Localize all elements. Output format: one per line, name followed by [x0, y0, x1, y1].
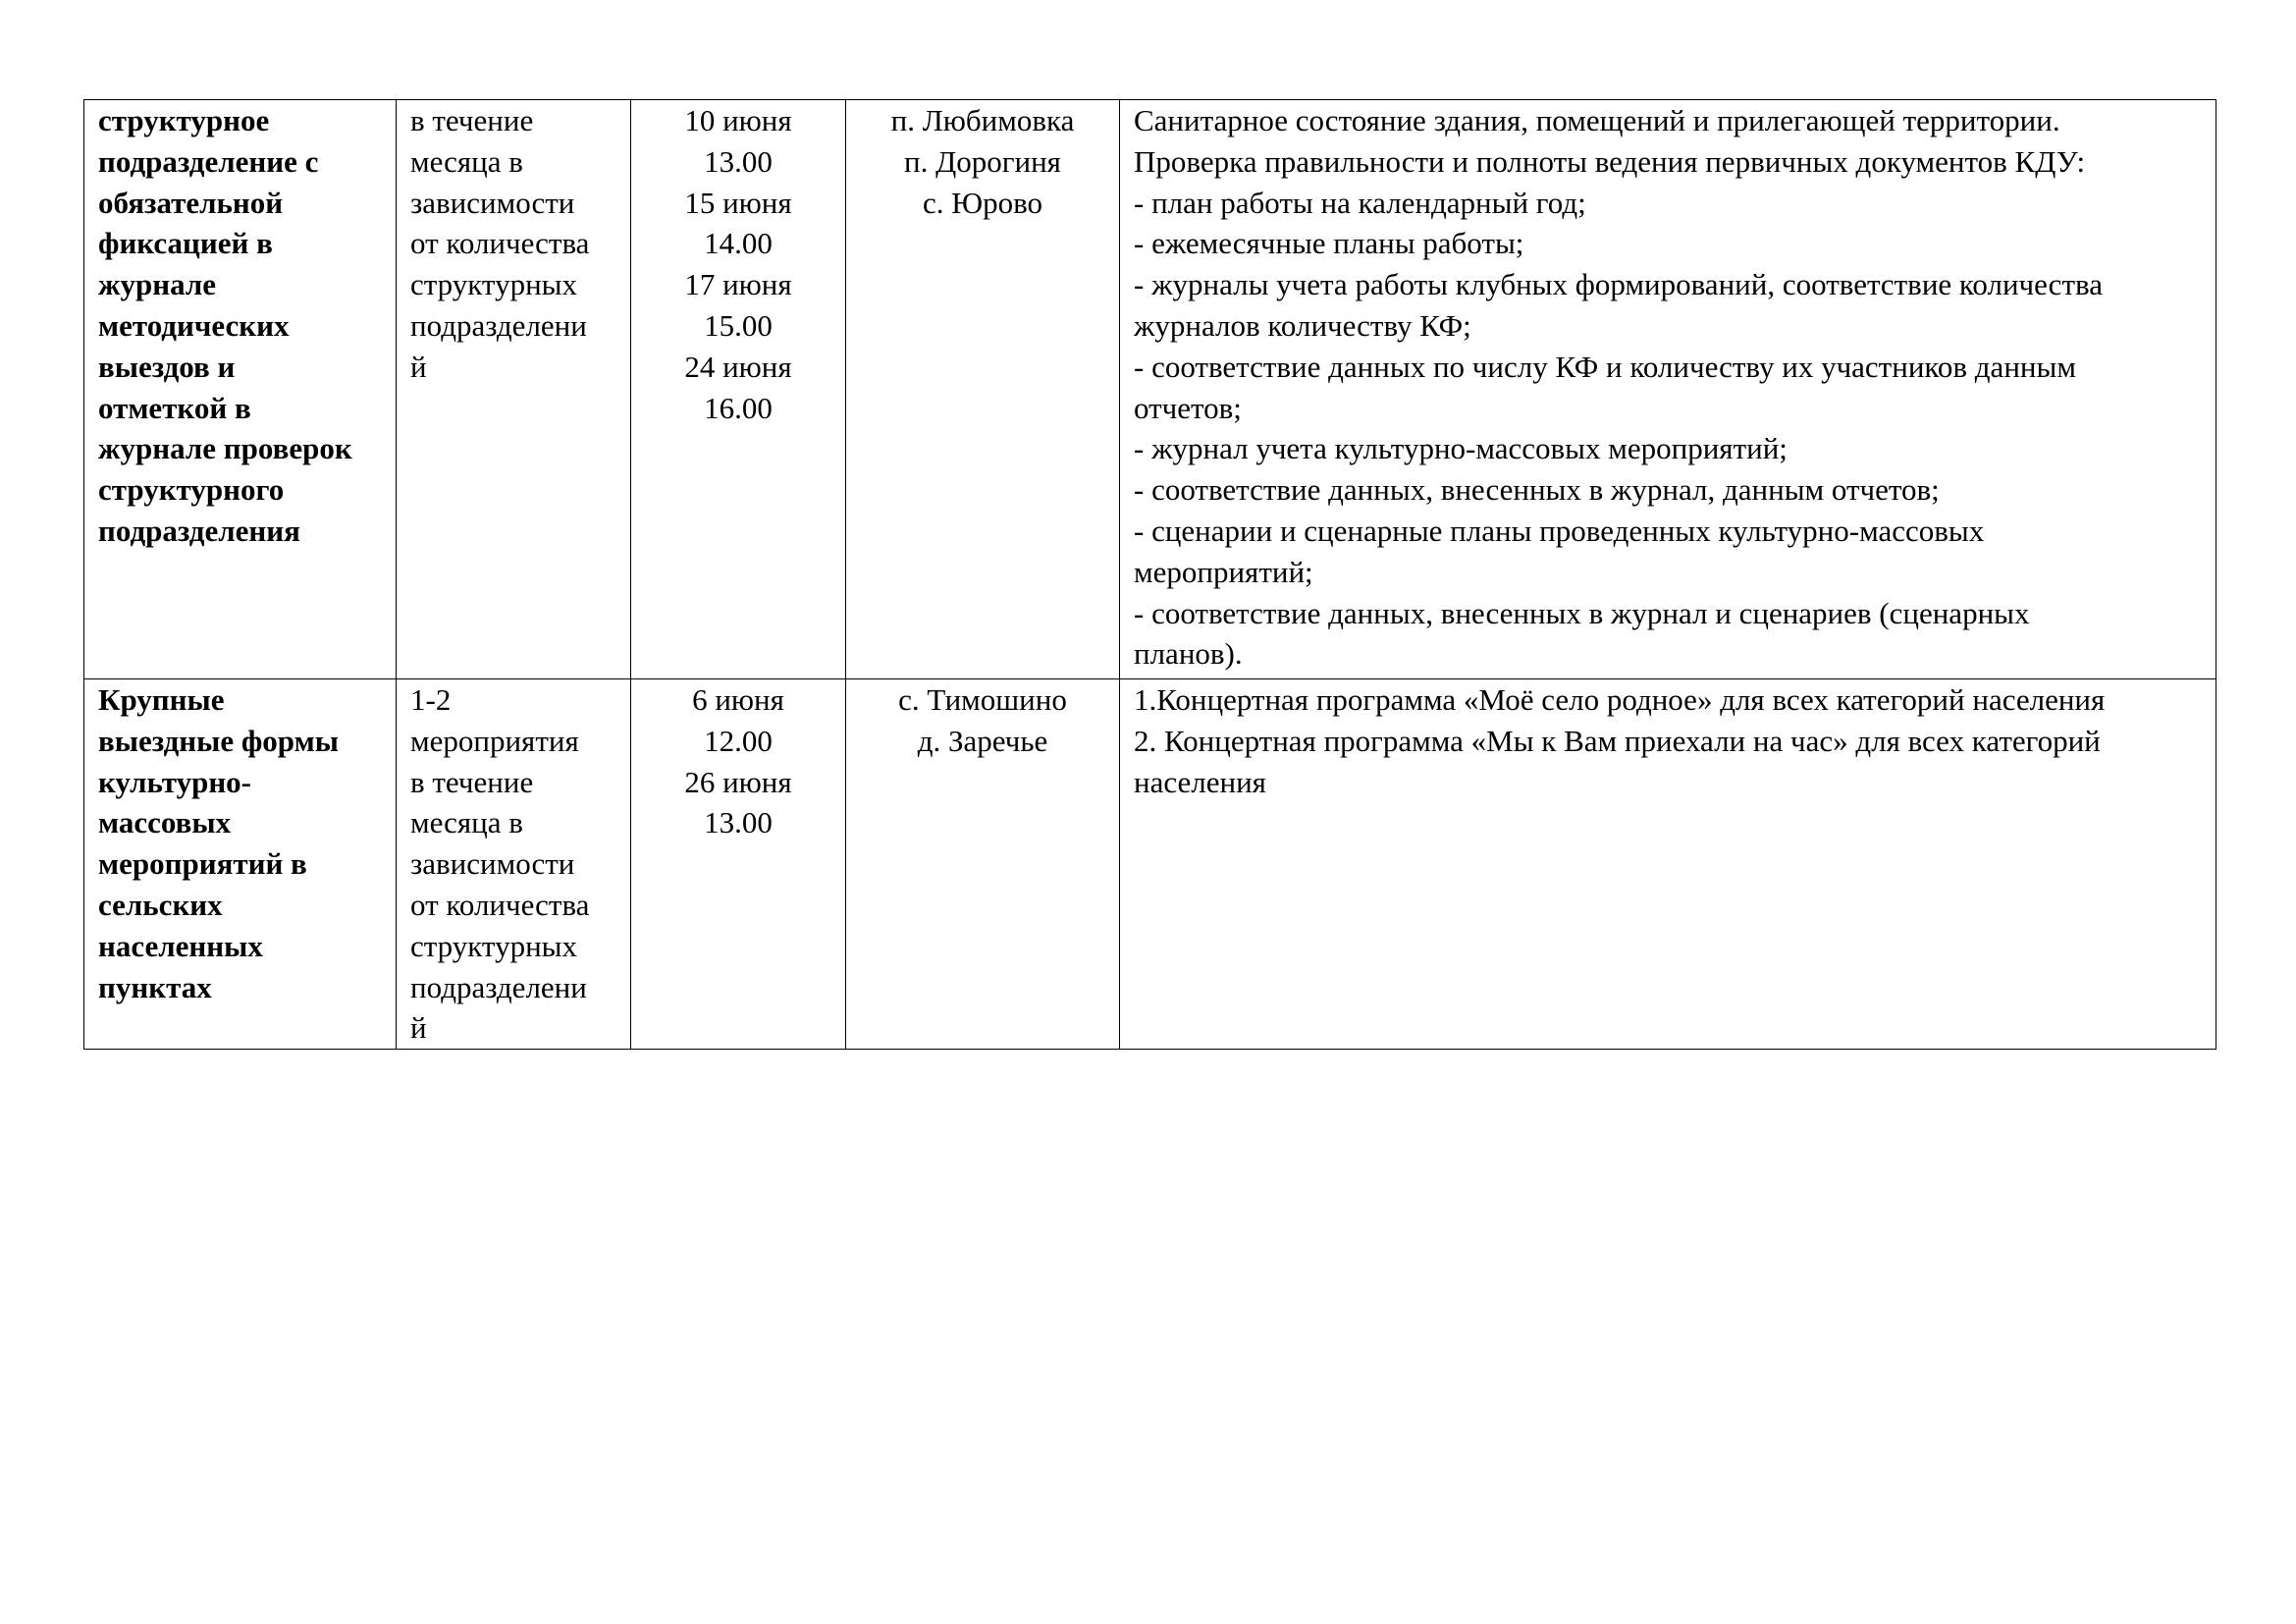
- cell-line: мероприятия: [410, 723, 579, 758]
- cell-line: подразделени: [410, 307, 587, 343]
- cell-line: подразделения: [98, 513, 300, 548]
- cell-line: структурного: [98, 472, 285, 508]
- cell-line: п. Любимовка: [890, 103, 1075, 137]
- cell-line: 1-2: [410, 682, 452, 717]
- cell-line: отчетов;: [1134, 390, 1242, 425]
- cell-line: методических: [98, 307, 290, 343]
- cell-line: й: [410, 1010, 427, 1046]
- cell-line: - журнал учета культурно-массовых мероприятий;: [1134, 431, 1788, 466]
- cell-line: населения: [1134, 764, 1266, 799]
- cell-line: 15 июня: [684, 185, 792, 220]
- cell-line: в течение: [410, 103, 534, 137]
- event-plan-table: [83, 99, 2216, 1050]
- cell-line: фиксацией в: [98, 226, 273, 261]
- cell-line: - сценарии и сценарные планы проведенных культурно-массовых: [1134, 513, 1985, 548]
- cell-line: - ежемесячные планы работы;: [1134, 226, 1524, 261]
- cell-line: мероприятий в: [98, 846, 307, 882]
- cell-line: 15.00: [704, 307, 773, 343]
- cell-line: в течение: [410, 764, 534, 799]
- cell-line: Крупные: [98, 682, 225, 717]
- cell-line: - журналы учета работы клубных формирований, соответствие количества: [1134, 267, 2103, 302]
- cell-line: п. Дорогиня: [904, 143, 1061, 179]
- cell-line: 14.00: [704, 226, 773, 261]
- cell-line: Проверка правильности и полноты ведения первичных документов КДУ:: [1134, 143, 2086, 179]
- cell-line: выездов и: [98, 349, 236, 384]
- cell-line: зависимости: [410, 185, 575, 220]
- cell-line: планов).: [1134, 636, 1243, 672]
- cell-line: от количества: [410, 887, 590, 922]
- cell-line: населенных: [98, 928, 263, 963]
- cell-line: 10 июня: [684, 103, 792, 137]
- cell-line: месяца в: [410, 143, 523, 179]
- cell-line: обязательной: [98, 185, 284, 220]
- form-cell: [84, 679, 397, 1050]
- cell-line: - соответствие данных по числу КФ и количеству их участников данным: [1134, 349, 2076, 384]
- cell-line: 2. Концертная программа «Мы к Вам приехали на час» для всех категорий: [1134, 723, 2101, 758]
- cell-line: 13.00: [704, 805, 773, 840]
- cell-line: подразделение с: [98, 143, 319, 179]
- table-row: [84, 679, 2216, 1050]
- cell-line: - соответствие данных, внесенных в журнал и сценариев (сценарных: [1134, 595, 2030, 630]
- content-cell: [1120, 100, 2216, 679]
- cell-line: структурных: [410, 928, 577, 963]
- cell-line: журналов количеству КФ;: [1134, 307, 1471, 343]
- cell-line: с. Юрово: [922, 185, 1043, 220]
- place-cell: [846, 100, 1120, 679]
- cell-line: 16.00: [704, 390, 773, 425]
- period-cell: [397, 679, 631, 1050]
- cell-line: структурных: [410, 267, 577, 302]
- cell-line: с. Тимошино: [898, 682, 1067, 717]
- cell-line: массовых: [98, 805, 232, 840]
- place-cell: [846, 679, 1120, 1050]
- cell-line: - план работы на календарный год;: [1134, 185, 1586, 220]
- date-cell: [631, 100, 846, 679]
- cell-line: выездные формы: [98, 723, 339, 758]
- cell-line: 6 июня: [692, 682, 784, 717]
- cell-line: й: [410, 349, 427, 384]
- cell-line: 1.Концертная программа «Моё село родное» для всех категорий населения: [1134, 682, 2106, 717]
- cell-line: 26 июня: [684, 764, 792, 799]
- cell-line: журнале проверок: [98, 431, 352, 466]
- form-cell: [84, 100, 397, 679]
- content-cell: [1120, 679, 2216, 1050]
- date-cell: [631, 679, 846, 1050]
- cell-line: зависимости: [410, 846, 575, 882]
- cell-line: 17 июня: [684, 267, 792, 302]
- cell-line: Санитарное состояние здания, помещений и прилегающей территории.: [1134, 103, 2060, 137]
- cell-line: месяца в: [410, 805, 523, 840]
- table-row: [84, 100, 2216, 679]
- cell-line: 13.00: [704, 143, 773, 179]
- cell-line: подразделени: [410, 969, 587, 1004]
- cell-line: от количества: [410, 226, 590, 261]
- cell-line: пунктах: [98, 969, 212, 1004]
- cell-line: культурно-: [98, 764, 251, 799]
- cell-line: сельских: [98, 887, 223, 922]
- cell-line: журнале: [98, 267, 217, 302]
- cell-line: 12.00: [704, 723, 773, 758]
- cell-line: 24 июня: [684, 349, 792, 384]
- period-cell: [397, 100, 631, 679]
- cell-line: - соответствие данных, внесенных в журнал, данным отчетов;: [1134, 472, 1940, 508]
- cell-line: д. Заречье: [917, 723, 1048, 758]
- cell-line: структурное: [98, 103, 270, 137]
- cell-line: отметкой в: [98, 390, 251, 425]
- cell-line: мероприятий;: [1134, 554, 1313, 589]
